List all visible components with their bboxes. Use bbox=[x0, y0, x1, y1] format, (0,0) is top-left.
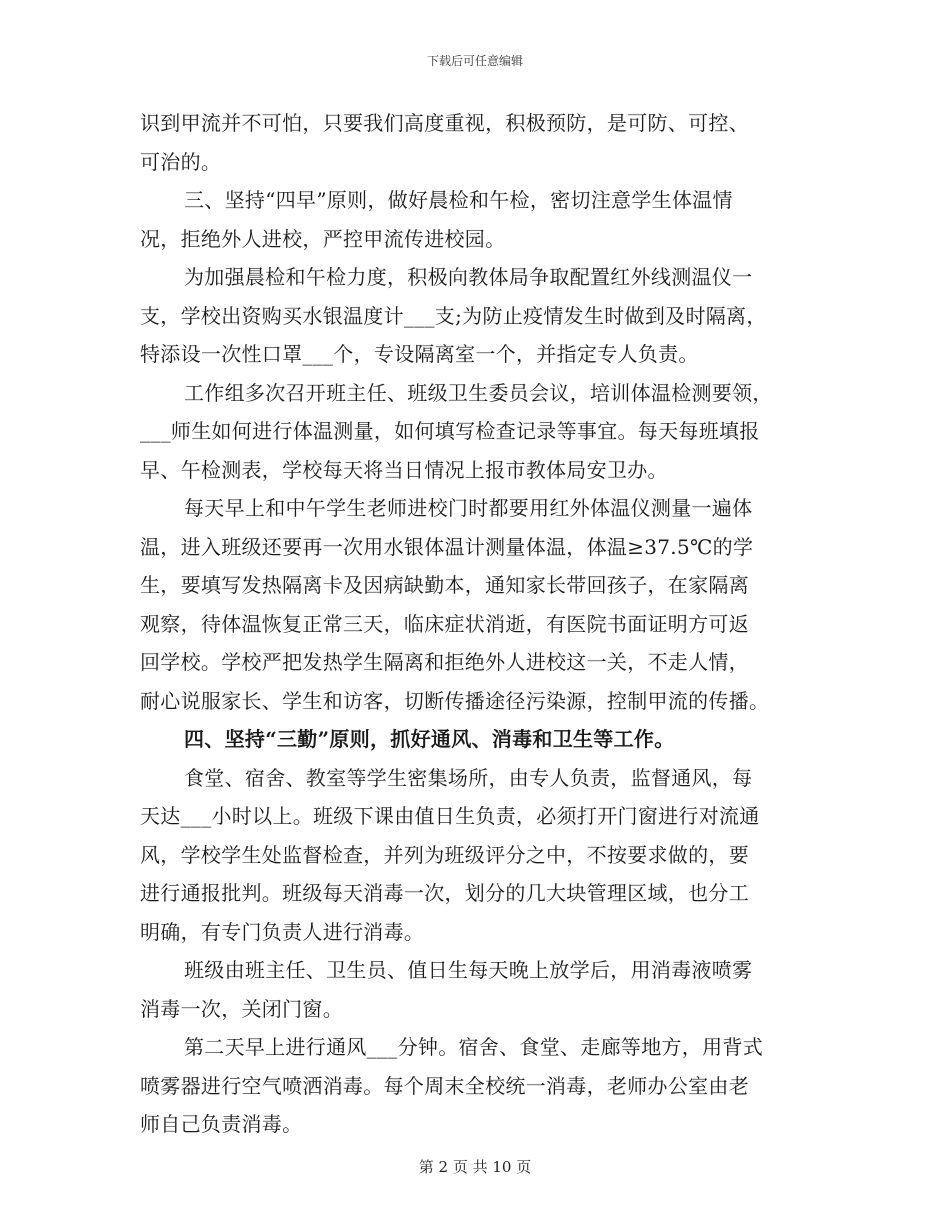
paragraph-line: 支，学校出资购买水银温度计___支;为防止疫情发生时做到及时隔离， bbox=[140, 303, 767, 328]
paragraph-line: 生，要填写发热隔离卡及因病缺勤本，通知家长带回孩子，在家隔离 bbox=[140, 573, 749, 597]
paragraph-line: 况，拒绝外人进校，严控甲流传进校园。 bbox=[140, 226, 506, 251]
section-heading-line: 四、坚持“三勤”原则，抓好通风、消毒和卫生等工作。 bbox=[184, 727, 675, 751]
paragraph-line: 观察，待体温恢复正常三天，临床症状消逝，有医院书面证明方可返 bbox=[140, 611, 749, 636]
paragraph-line: 早、午检测表，学校每天将当日情况上报市教体局安卫办。 bbox=[140, 457, 668, 482]
paragraph-line: ___师生如何进行体温测量，如何填写检查记录等事宜。每天每班填报 bbox=[140, 419, 760, 443]
paragraph-line: 温，进入班级还要再一次用水银体温计测量体温，体温≥37.5℃的学 bbox=[140, 534, 754, 559]
paragraph-line: 工作组多次召开班主任、班级卫生委员会议，培训体温检测要领， bbox=[184, 380, 773, 405]
page-header: 下载后可任意编辑 bbox=[426, 54, 523, 68]
paragraph-line: 可治的。 bbox=[140, 149, 222, 174]
paragraph-line: 回学校。学校严把发热学生隔离和拒绝外人进校这一关，不走人情， bbox=[140, 650, 749, 674]
paragraph-line: 识到甲流并不可怕，只要我们高度重视，积极预防，是可防、可控、 bbox=[140, 111, 749, 135]
paragraph-line: 每天早上和中午学生老师进校门时都要用红外体温仪测量一遍体 bbox=[184, 496, 753, 520]
paragraph-line: 消毒一次，关闭门窗。 bbox=[140, 996, 343, 1021]
paragraph-line: 第二天早上进行通风___分钟。宿舍、食堂、走廊等地方，用背式 bbox=[184, 1035, 763, 1059]
paragraph-line: 食堂、宿舍、教室等学生密集场所，由专人负责，监督通风，每 bbox=[184, 765, 753, 790]
paragraph-line: 喷雾器进行空气喷洒消毒。每个周末全校统一消毒，老师办公室由老 bbox=[140, 1073, 749, 1098]
paragraph-line: 三、坚持“四早”原则，做好晨检和午检，密切注意学生体温情 bbox=[184, 188, 733, 212]
paragraph-line: 耐心说服家长、学生和访客，切断传播途径污染源，控制甲流的传播。 bbox=[140, 688, 770, 713]
document-body bbox=[140, 104, 812, 1144]
paragraph-line: 师自己负责消毒。 bbox=[140, 1112, 303, 1136]
paragraph-line: 班级由班主任、卫生员、值日生每天晚上放学后，用消毒液喷雾 bbox=[184, 958, 753, 982]
page-footer: 第 2 页 共 10 页 bbox=[418, 1158, 532, 1176]
paragraph-line: 进行通报批判。班级每天消毒一次，划分的几大块管理区域，也分工 bbox=[140, 881, 749, 905]
paragraph-line: 为加强晨检和午检力度，积极向教体局争取配置红外线测温仪一 bbox=[184, 265, 753, 289]
paragraph-line: 明确，有专门负责人进行消毒。 bbox=[140, 919, 425, 944]
paragraph-line: 风，学校学生处监督检查，并列为班级评分之中，不按要求做的，要 bbox=[140, 842, 749, 867]
paragraph-line: 特添设一次性口罩___个，专设隔离室一个，并指定专人负责。 bbox=[140, 342, 699, 366]
paragraph-line: 天达___小时以上。班级下课由值日生负责，必须打开门窗进行对流通 bbox=[140, 804, 760, 828]
